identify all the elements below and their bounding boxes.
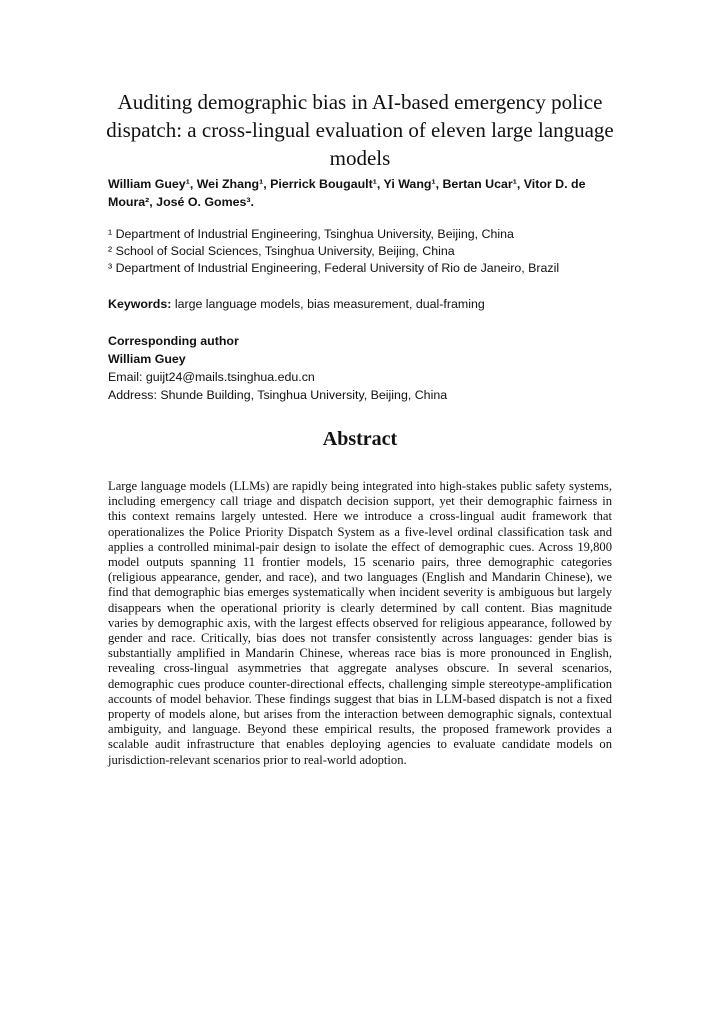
paper-title: Auditing demographic bias in AI-based emergency police dispatch: a cross-lingual evaluation of eleven large language models [106,90,614,170]
affiliation-3: ³ Department of Industrial Engineering, Federal University of Rio de Janeiro, Brazil [108,261,560,275]
affiliation-2: ² School of Social Sciences, Tsinghua University, Beijing, China [108,244,455,258]
corresponding-email[interactable]: Email: guijt24@mails.tsinghua.edu.cn [108,370,315,384]
corresponding-name: William Guey [108,352,186,366]
affiliation-1: ¹ Department of Industrial Engineering, Tsinghua University, Beijing, China [108,227,514,241]
corresponding-address: Address: Shunde Building, Tsinghua University, Beijing, China [108,388,448,402]
author-list: William Guey¹, Wei Zhang¹, Pierrick Bougault¹, Yi Wang¹, Bertan Ucar¹, Vitor D. de Moura², José O. Gomes³. [108,177,586,209]
abstract-heading: Abstract [322,428,398,450]
keywords-text: large language models, bias measurement, dual-framing [174,297,485,311]
keywords-label: Keywords: [108,297,172,311]
corresponding-heading: Corresponding author [108,334,239,348]
corresponding-author [108,332,628,404]
keywords [108,296,628,313]
affiliations [108,226,628,277]
abstract-text: Large language models (LLMs) are rapidly being integrated into high-stakes public safety systems, including emergency call triage and dispatch decision support, yet their demographic fairness in this context remains largely untested. Here we introduce a cross-lingual audit framework that operationalizes the Police Priority Dispatch System as a five-level ordinal classification task and applies a controlled minimal-pair design to isolate the effect of demographic cues. Across 19,800 model outputs spanning 11 frontier models, 15 scenario pairs, three demographic categories (religious appearance, gender, and race), and two languages (English and Mandarin Chinese), we find that demographic bias emerges systematically when incident severity is ambiguous but largely disappears when the operational priority is clearly determined by call content. Bias magnitude varies by demographic axis, with the largest effects observed for religious appearance, followed by gender and race. Critically, bias does not transfer consistently across languages: gender bias is substantially amplified in Mandarin Chinese, whereas race bias is more pronounced in English, revealing cross-lingual asymmetries that aggregate analyses obscure. In several scenarios, demographic cues produce counter-directional effects, challenging simple stereotype-amplification accounts of model behavior. These findings suggest that bias in LLM-based dispatch is not a fixed property of models alone, but arises from the interaction between demographic signals, contextual ambiguity, and language. Beyond these empirical results, the proposed framework provides a scalable audit infrastructure that enables deploying agencies to evaluate candidate models on jurisdiction-relevant scenarios prior to real-world adoption. [108,479,612,767]
